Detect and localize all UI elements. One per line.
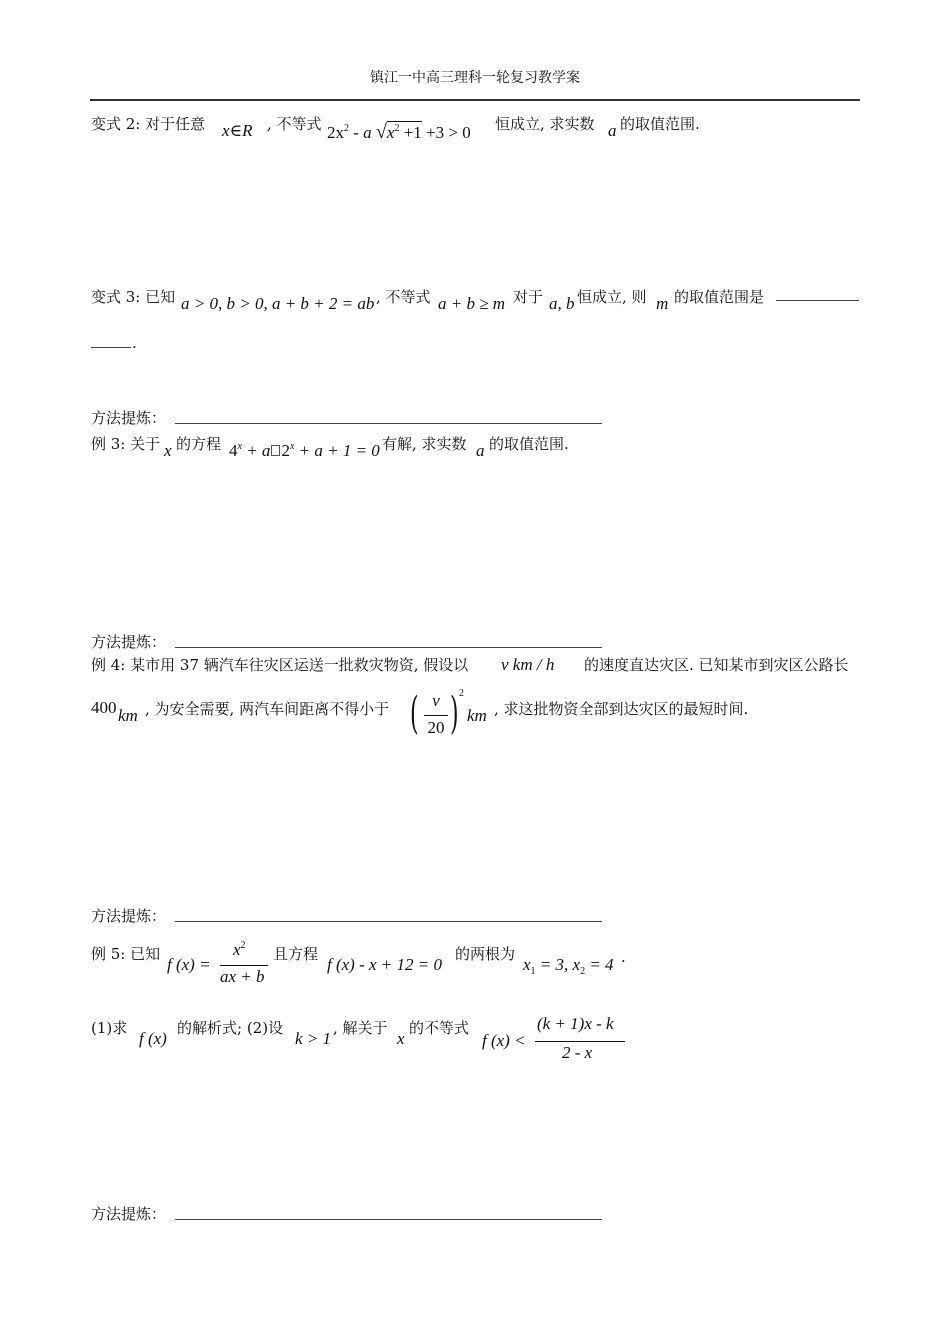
- right-paren-icon: ): [450, 688, 459, 739]
- example-4-frac-den: 20: [427, 718, 445, 737]
- variant-2-text-2: 的取值范围.: [620, 115, 700, 133]
- example-3-text-2: 有解, 求实数: [382, 435, 467, 453]
- page-header-title: 镇江一中高三理科一轮复习教学案: [370, 70, 580, 86]
- example-5-ineq-bar: [535, 1041, 625, 1042]
- variant-2-inequality: $2x^2$ - a $√x^2 +1 +3 > 0$: [327, 121, 471, 143]
- variant-2-text-1: 恒成立, 求实数: [495, 115, 595, 133]
- placeholder-box-icon: [271, 445, 280, 456]
- example-3-var-2: a: [476, 441, 485, 460]
- example-4-distance: 400: [91, 698, 117, 717]
- variant-3-end: .: [132, 334, 137, 352]
- variant-2-var: a: [608, 121, 617, 140]
- example-5-part-2: , 解关于: [333, 1019, 388, 1037]
- method-label-3: 方法提炼：: [91, 907, 167, 925]
- variant-3-answer-blank-1[interactable]: [776, 300, 859, 301]
- example-5-end: .: [621, 948, 626, 966]
- example-3-text-1: 的方程: [176, 435, 222, 453]
- variant-3-text-1: 对于: [513, 288, 544, 306]
- example-5-text-2: 的两根为: [455, 945, 516, 963]
- variant-2-condition: x∈R: [222, 121, 253, 140]
- example-3-text-3: 的取值范围.: [489, 435, 569, 453]
- left-paren-icon: (: [410, 688, 419, 739]
- variant-3-text-2: 恒成立, 则: [577, 288, 647, 306]
- example-5-part-1: (1)求: [91, 1019, 128, 1037]
- example-5-label: 例 5: 已知: [91, 945, 161, 963]
- sqrt-sign-icon: √: [375, 121, 387, 143]
- example-5-ineq-num: (k + 1)x - k: [537, 1014, 614, 1033]
- example-4-line-1: 例 4: 某市用 37 辆汽车往灾区运送一批救灾物资, 假设以: [91, 656, 469, 674]
- example-3-equation: $4^x + a$ $2^x + a + 1 = 0$: [229, 441, 380, 460]
- method-label-4: 方法提炼：: [91, 1205, 167, 1223]
- example-5-frac-den: ax + b: [220, 967, 265, 986]
- example-5-fx-2: f (x): [139, 1029, 167, 1048]
- example-5-k-condition: k > 1: [295, 1029, 332, 1048]
- example-3-var: x: [164, 441, 172, 460]
- example-5-text-1: 且方程: [273, 945, 319, 963]
- example-4-exp: 2: [459, 688, 464, 699]
- example-5-equation: f (x) - x + 12 = 0: [327, 955, 442, 974]
- example-4-frac-bar: [424, 715, 448, 716]
- variant-3-inequality: a + b ≥ m: [438, 294, 506, 313]
- header-rule: [90, 99, 860, 101]
- example-5-fx: f (x) =: [167, 955, 211, 974]
- example-5-part-1b: 的解析式; (2)设: [177, 1019, 284, 1037]
- example-4-km: km: [118, 706, 138, 725]
- method-label-1: 方法提炼：: [91, 409, 167, 427]
- variant-3-text-3: 的取值范围是: [674, 288, 765, 306]
- method-blank-1[interactable]: [175, 423, 602, 424]
- example-5-part-3: 的不等式: [409, 1019, 470, 1037]
- example-4-km-2: km: [467, 706, 487, 725]
- example-5-ineq-left: f (x) <: [482, 1031, 526, 1050]
- example-5-roots: $x_1 = 3$, $x_2 = 4$: [523, 955, 614, 977]
- variant-3-label: 变式 3: 已知: [91, 288, 176, 306]
- example-4-line-2b: , 求这批物资全部到达灾区的最短时间.: [494, 700, 749, 718]
- example-4-frac-num: v: [432, 691, 440, 710]
- method-blank-3[interactable]: [175, 921, 602, 922]
- variant-3-var: m: [656, 294, 669, 313]
- variant-3-condition: a > 0, b > 0, a + b + 2 = ab: [181, 294, 375, 313]
- example-5-frac-bar: [220, 965, 268, 966]
- example-4-speed: v km / h: [501, 655, 555, 674]
- variant-2-label: 变式 2: 对于任意: [91, 115, 206, 133]
- example-5-var: x: [397, 1029, 405, 1048]
- method-label-2: 方法提炼：: [91, 633, 167, 651]
- method-blank-4[interactable]: [175, 1219, 602, 1220]
- example-5-ineq-den: 2 - x: [562, 1043, 593, 1062]
- example-4-line-1b: 的速度直达灾区. 已知某市到灾区公路长: [584, 656, 849, 674]
- method-blank-2[interactable]: [175, 647, 602, 648]
- variant-2-mid: , 不等式: [267, 115, 322, 133]
- example-5-frac-num: $x^2$: [233, 940, 246, 959]
- variant-3-vars: a, b: [549, 294, 575, 313]
- variant-3-answer-blank-2[interactable]: [91, 347, 131, 348]
- variant-3-mid: , 不等式: [376, 288, 431, 306]
- example-4-line-2a: , 为安全需要, 两汽车间距离不得小于: [145, 700, 390, 718]
- example-3-label: 例 3: 关于: [91, 435, 161, 453]
